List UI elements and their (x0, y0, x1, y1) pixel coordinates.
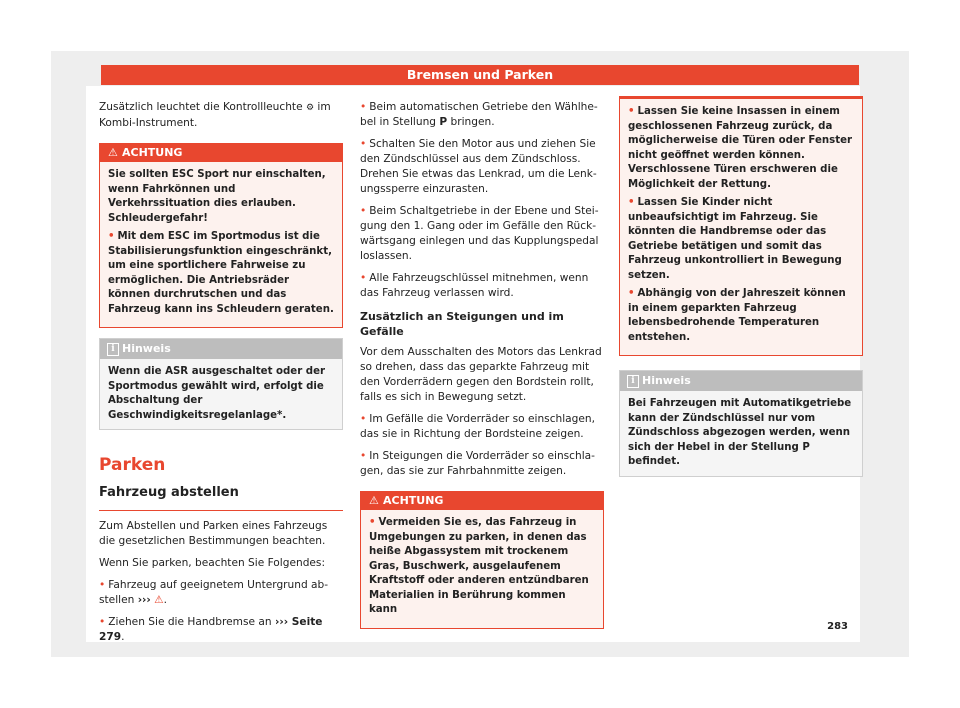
paragraph: Wenn Sie parken, beachten Sie Folgendes: (99, 557, 326, 569)
cross-reference[interactable]: ››› (137, 594, 151, 606)
column-right (619, 96, 863, 487)
warning-triangle-icon: ⚠ (154, 594, 164, 606)
list-item: • Beim Schaltgetriebe in der Ebene und Steigung den 1. Gang oder im Gefälle den Rückwärtsgang einlegen und das Kupplungspedal loslassen. (360, 205, 599, 262)
hint-label: Hinweis (642, 374, 691, 387)
warning-bullet: • Lassen Sie Kinder nicht unbeaufsichtigt im Fahrzeug. Sie könnten die Handbremse oder das Getriebe betätigen und somit das Fahrzeug unkontrolliert in Bewegung setzen. (628, 197, 842, 281)
list-item: • Im Gefälle die Vorderräder so einschlagen, das sie in Richtung der Bordsteine zeigen. (360, 413, 595, 440)
warning-content (361, 510, 603, 628)
warning-box-esc (99, 143, 343, 328)
hint-text: Bei Fahrzeugen mit Automatikgetriebe kann der Zündschlüssel nur vom Zündschloss abgezogen werden, wenn sich der Hebel in der Stellung P befindet. (628, 398, 852, 467)
hint-header (620, 371, 862, 391)
warning-bullet: • Lassen Sie keine Insassen in einem geschlossenen Fahrzeug zurück, da möglicherweise die Türen oder Fenster nicht geöffnet werden können. Verschlossene Türen erschweren die Möglichkeit der Rettung. (628, 106, 852, 190)
hint-header (100, 339, 342, 359)
list-item: • Schalten Sie den Motor aus und ziehen Sie den Zündschlüssel aus dem Zündschloss. Drehen Sie etwas das Lenkrad, um die Lenkungssperre einzurasten. (360, 138, 597, 195)
warning-box-continued (619, 96, 863, 356)
hint-box-automatic (619, 370, 863, 477)
warning-triangle-icon: ⚠ (108, 146, 118, 159)
hint-box-asr (99, 338, 343, 430)
section-title: Parken (99, 455, 166, 475)
list-item: • In Steigungen die Vorderräder so einschlagen, das sie zur Fahrbahnmitte zeigen. (360, 450, 595, 477)
info-icon: i (627, 375, 639, 388)
list-item: • Alle Fahrzeugschlüssel mitnehmen, wenn das Fahrzeug verlassen wird. (360, 272, 589, 299)
warning-lamp-icon: ⚙ (305, 103, 315, 113)
warning-bullet: • Abhängig von der Jahreszeit können in einem geparkten Fahrzeug lebensbedrohende Temperaturen entstehen. (628, 288, 846, 343)
warning-content (620, 99, 862, 355)
warning-label: ACHTUNG (383, 494, 444, 507)
chapter-header: Bremsen und Parken (101, 65, 859, 85)
paragraph: Vor dem Ausschalten des Motors das Lenkrad so drehen, dass das geparkte Fahrzeug mit den Vorderrädern gegen den Bordstein rollt, falls es sich in Bewegung setzt. (360, 346, 602, 403)
page-reference-link[interactable]: ››› Seite 279 (99, 616, 323, 643)
warning-bullet: • Mit dem ESC im Sportmodus ist die Stabilisierungsfunktion eingeschränkt, um eine sportlichere Fahrweise zu ermöglichen. Die Antriebsräder können durchrutschen und das Fahrzeug kann ins Schleudern geraten. (108, 231, 334, 315)
list-item: • Ziehen Sie die Handbremse an ››› Seite 279. (99, 616, 323, 643)
warning-content (100, 162, 342, 327)
warning-triangle-icon: ⚠ (369, 494, 379, 507)
subheading: Zusätzlich an Steigungen und im Gefälle (360, 310, 564, 338)
warning-label: ACHTUNG (122, 146, 183, 159)
warning-header (100, 144, 342, 162)
info-icon: i (107, 343, 119, 356)
sub-title: Fahrzeug abstellen (99, 484, 343, 511)
warning-box-parking (360, 491, 604, 629)
warning-bullet: • Vermeiden Sie es, das Fahrzeug in Umgebungen zu parken, in denen das heiße Abgassystem mit trockenem Gras, Buschwerk, ausgelaufenem Kraftstoff oder anderen entzündbaren Materialien in Berührung kommen kann (369, 517, 589, 615)
intro-text: Zusätzlich leuchtet die Kontrollleuchte (99, 101, 303, 113)
list-item: • Beim automatischen Getriebe den Wählhebel in Stellung P bringen. (360, 101, 598, 128)
hint-text: Wenn die ASR ausgeschaltet oder der Sportmodus gewählt wird, erfolgt die Abschaltung der Geschwindigkeitsregelanlage*. (108, 366, 325, 421)
intro-paragraph (99, 100, 343, 131)
manual-page (86, 86, 860, 642)
hint-label: Hinweis (122, 342, 171, 355)
page-number: 283 (827, 621, 848, 632)
list-item: • Fahrzeug auf geeignetem Untergrund abstellen ››› ⚠. (99, 579, 329, 606)
paragraph: Zum Abstellen und Parken eines Fahrzeugs die gesetzlichen Bestimmungen beachten. (99, 520, 328, 547)
intro-text-end: im Kombi-Instrument. (99, 101, 331, 129)
warning-text: Sie sollten ESC Sport nur einschalten, wenn Fahrkönnen und Verkehrssituation dies erlauben. Schleudergefahr! (108, 169, 326, 224)
column-left (99, 100, 343, 652)
warning-header (361, 492, 603, 510)
column-middle (360, 100, 604, 639)
